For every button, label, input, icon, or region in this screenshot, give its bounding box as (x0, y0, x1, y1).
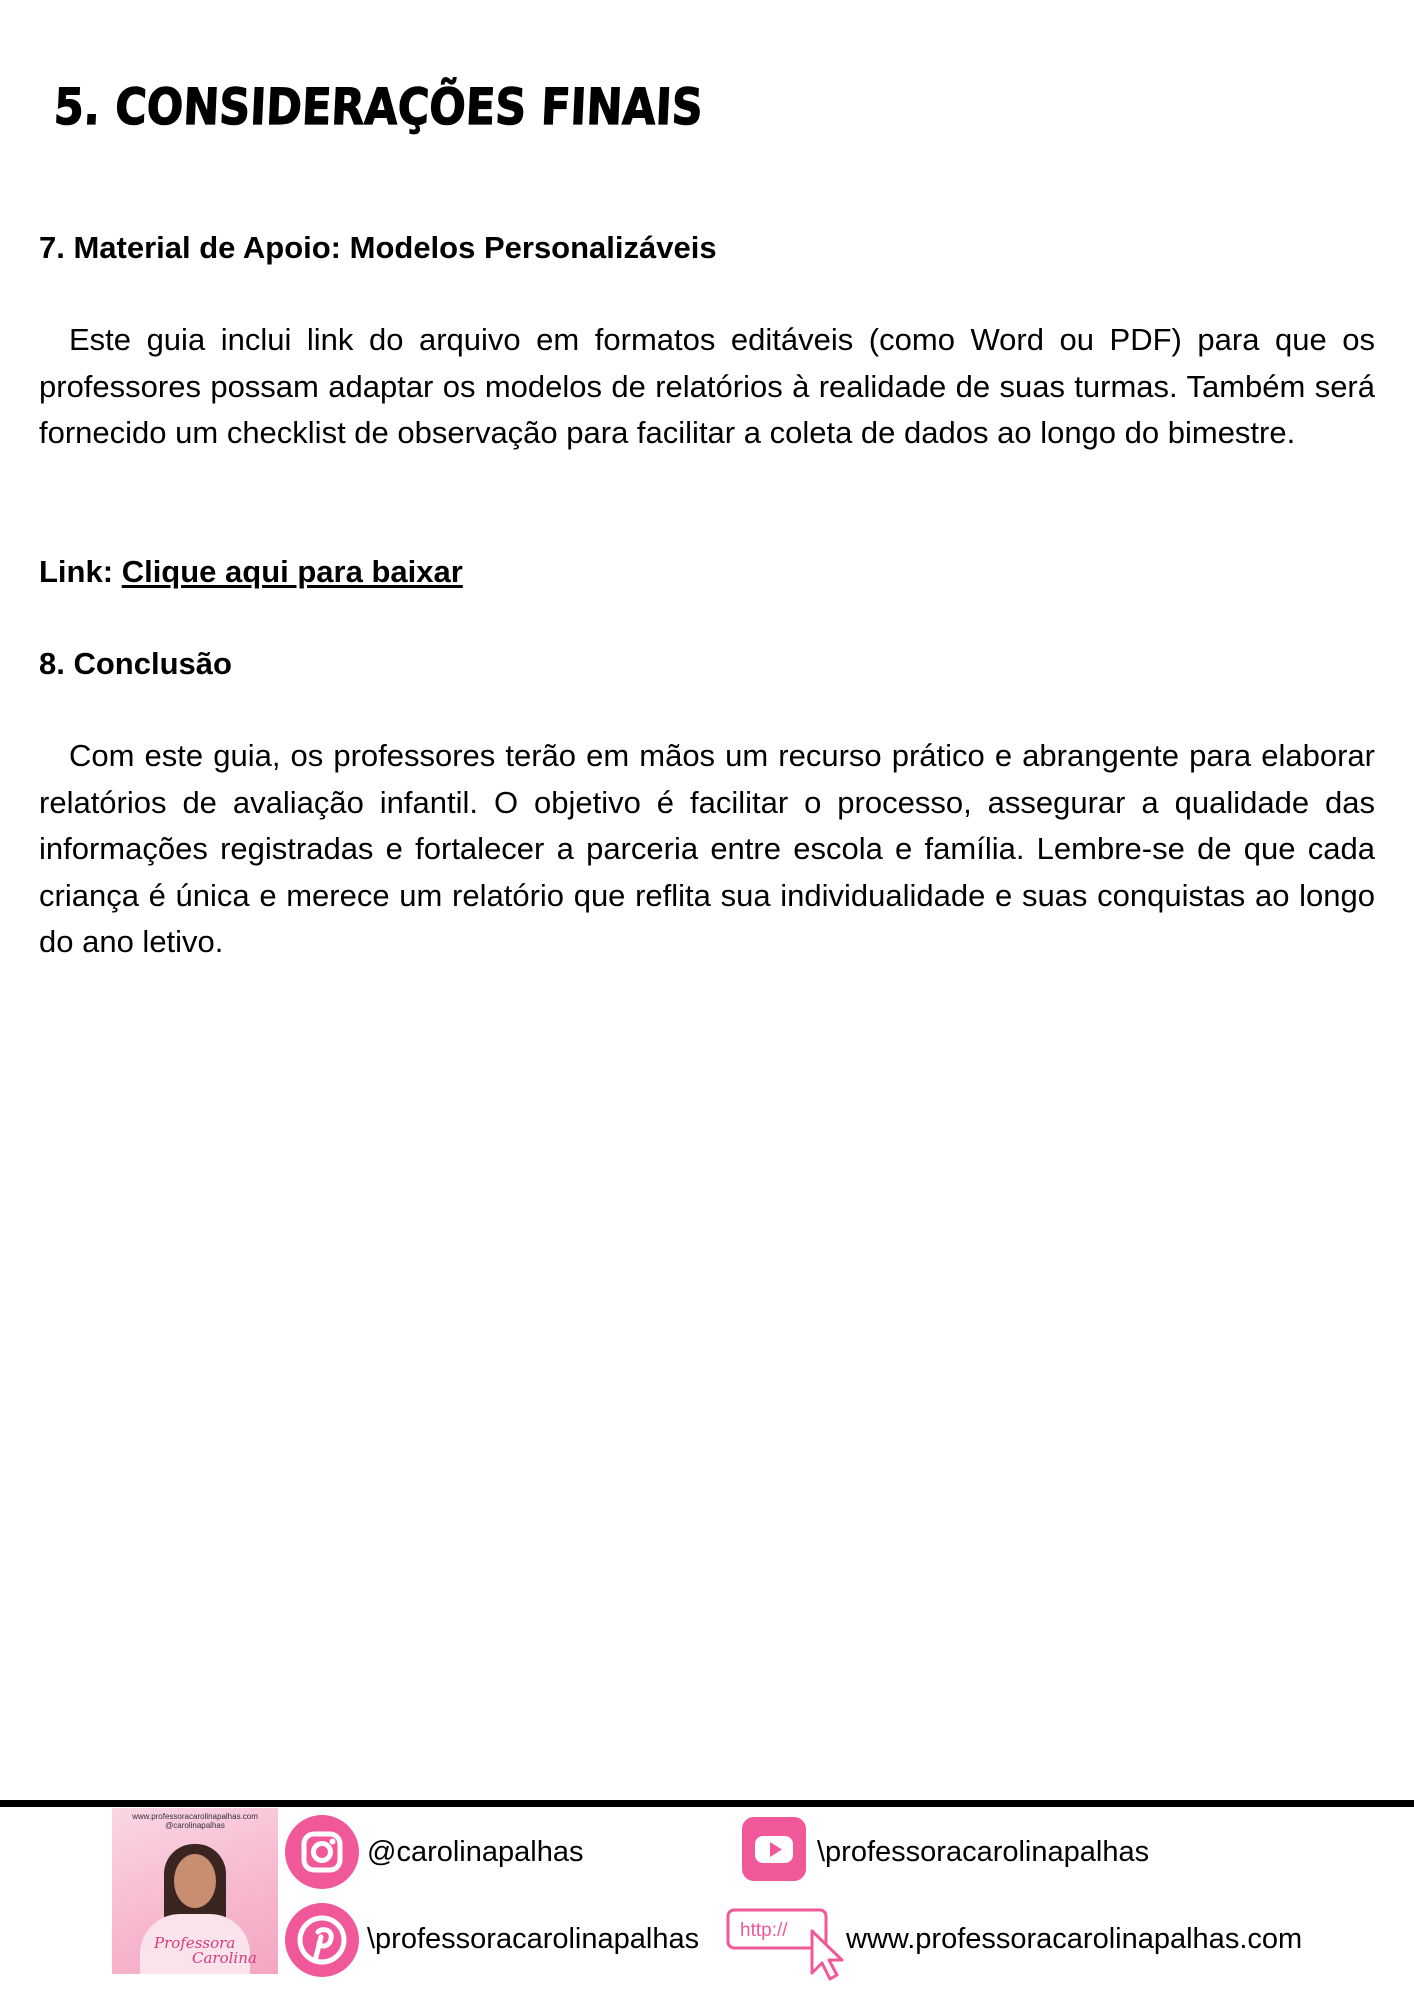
section-8-heading: 8. Conclusão (39, 646, 232, 681)
instagram-handle[interactable]: @carolinapalhas (367, 1836, 584, 1868)
page-title: 5. CONSIDERAÇÕES FINAIS (52, 78, 705, 136)
instagram-icon[interactable] (285, 1815, 359, 1889)
shirt-logo-line1: Professora (154, 1934, 236, 1952)
youtube-icon[interactable] (742, 1817, 806, 1881)
youtube-channel[interactable]: \professoracarolinapalhas (817, 1836, 1150, 1868)
author-photo (112, 1808, 278, 1974)
shirt-logo-line2: Carolina (192, 1949, 257, 1967)
http-badge-text: http:// (740, 1920, 788, 1941)
footer-divider (0, 1800, 1414, 1807)
pinterest-icon[interactable] (285, 1903, 359, 1977)
website-url[interactable]: www.professoracarolinapalhas.com (846, 1923, 1303, 1955)
photo-handle-caption: @carolinapalhas (165, 1821, 225, 1830)
photo-site-caption: www.professoracarolinapalhas.com (132, 1812, 258, 1821)
download-link-line (39, 549, 1375, 596)
section-8-paragraph: Com este guia, os professores terão em mãos um recurso prático e abrangente para elaborar relatórios de avaliação infantil. O objetivo é facilitar o processo, assegurar a qualidade das informações registradas e fortalecer a parceria entre escola e família. Lembre-se de que cada criança é única e merece um relatório que reflita sua individualidade e suas conquistas ao longo do ano letivo. (39, 738, 1375, 959)
photo-face (174, 1854, 216, 1908)
website-link-icon[interactable] (726, 1905, 846, 1981)
shirt-logo (154, 1936, 257, 1966)
section-7-heading: 7. Material de Apoio: Modelos Personalizáveis (39, 230, 717, 265)
link-label: Link: (39, 554, 114, 589)
pinterest-profile[interactable]: \professoracarolinapalhas (367, 1923, 700, 1955)
section-7-paragraph: Este guia inclui link do arquivo em formatos editáveis (como Word ou PDF) para que os professores possam adaptar os modelos de relatórios à realidade de suas turmas. Também será fornecido um checklist de observação para facilitar a coleta de dados ao longo do bimestre. (39, 322, 1375, 450)
download-link[interactable]: Clique aqui para baixar (121, 554, 463, 589)
